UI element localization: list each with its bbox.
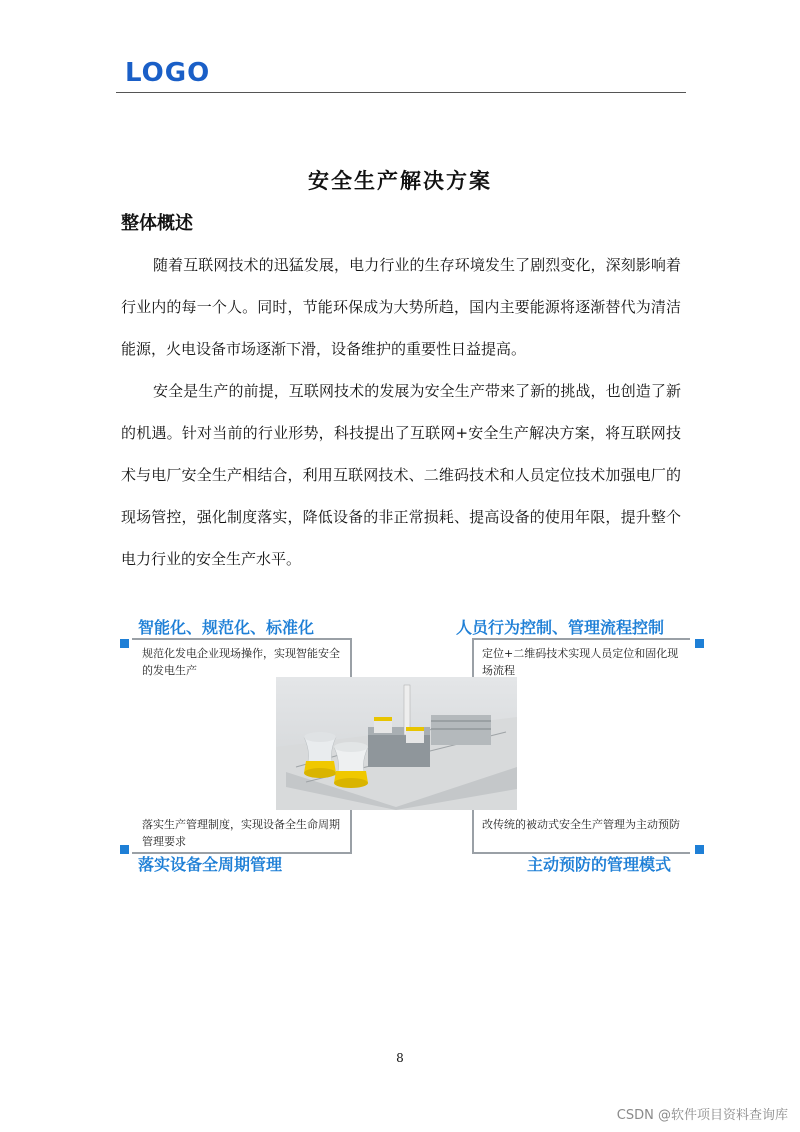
diagram-title-top-right: 人员行为控制、管理流程控制 — [456, 618, 665, 637]
accent-square — [120, 639, 129, 648]
diagram-note-top-right: 定位+二维码技术实现人员定位和固化现场流程 — [482, 647, 679, 677]
solution-diagram — [112, 605, 708, 895]
diagram-note-bottom-left: 落实生产管理制度，实现设备全生命周期管理要求 — [142, 818, 340, 848]
page-number: 8 — [396, 1051, 404, 1065]
diagram-title-top-left: 智能化、规范化、标准化 — [138, 618, 315, 637]
diagram-note-top-left: 规范化发电企业现场操作，实现智能安全的发电生产 — [142, 647, 340, 677]
watermark: CSDN @软件项目资料查询库 — [616, 1108, 788, 1123]
diagram-title-bottom-left: 落实设备全周期管理 — [138, 855, 283, 874]
diagram-note-bottom-right: 改传统的被动式安全生产管理为主动预防 — [482, 818, 680, 831]
logo: LOGO — [125, 58, 211, 88]
power-plant-image — [276, 677, 517, 810]
accent-square — [120, 845, 129, 854]
page-title: 安全生产解决方案 — [308, 169, 492, 193]
paragraph-2: 安全是生产的前提，互联网技术的发展为安全生产带来了新的挑战，也创造了新的机遇。针对当前的行业形势，科技提出了互联网+安全生产解决方案，将互联网技术与电厂安全生产相结合，利用互联网技术、二维码技术和人员定位技术加强电厂的现场管控，强化制度落实，降低设备的非正常损耗、提高设备的使用年限，提升整个电力行业的安全生产水平。 — [121, 382, 681, 568]
diagram-title-bottom-right: 主动预防的管理模式 — [527, 855, 672, 874]
header-divider — [116, 92, 686, 93]
section-heading: 整体概述 — [121, 213, 193, 234]
accent-square — [695, 845, 704, 854]
accent-square — [695, 639, 704, 648]
paragraph-1: 随着互联网技术的迅猛发展，电力行业的生存环境发生了剧烈变化，深刻影响着行业内的每一个人。同时，节能环保成为大势所趋，国内主要能源将逐渐替代为清洁能源，火电设备市场逐渐下滑，设备维护的重要性日益提高。 — [121, 256, 681, 358]
